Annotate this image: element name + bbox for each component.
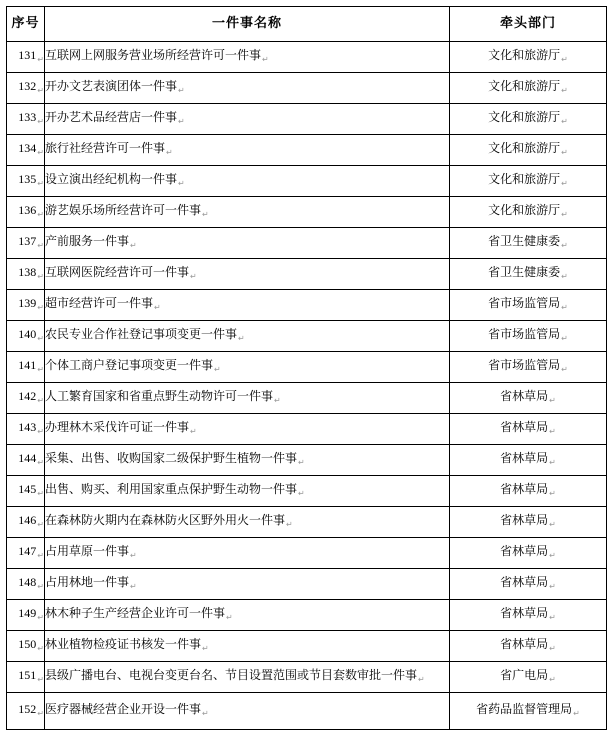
paragraph-mark-icon: ↵ <box>561 271 568 281</box>
table-header-row <box>7 7 607 42</box>
lead-department-cell <box>450 197 607 228</box>
paragraph-mark-icon: ↵ <box>178 85 185 95</box>
lead-department-cell-text: 省市场监管局 <box>488 357 561 372</box>
serial-number-cell-text: 140 <box>18 326 37 341</box>
lead-department-cell <box>450 42 607 73</box>
paragraph-mark-icon: ↵ <box>37 395 44 405</box>
lead-department-cell <box>450 414 607 445</box>
serial-number-cell <box>7 259 45 290</box>
paragraph-mark-icon: ↵ <box>178 116 185 126</box>
table-row <box>7 507 607 538</box>
table-row <box>7 290 607 321</box>
serial-number-cell-text: 131 <box>18 47 37 62</box>
paragraph-mark-icon: ↵ <box>573 708 580 718</box>
serial-number-cell-text: 132 <box>18 78 37 93</box>
paragraph-mark-icon: ↵ <box>37 333 44 343</box>
item-name-cell <box>45 476 450 507</box>
paragraph-mark-icon: ↵ <box>154 302 161 312</box>
serial-number-cell-text: 152 <box>18 701 37 716</box>
paragraph-mark-icon: ↵ <box>226 612 233 622</box>
item-name-cell <box>45 414 450 445</box>
serial-number-cell <box>7 321 45 352</box>
table-row <box>7 600 607 631</box>
serial-number-cell-text: 144 <box>18 450 37 465</box>
lead-department-cell <box>450 507 607 538</box>
lead-department-cell-text: 省市场监管局 <box>488 326 561 341</box>
lead-department-cell-text: 省林草局 <box>500 543 549 558</box>
lead-department-cell-text: 省林草局 <box>500 605 549 620</box>
paragraph-mark-icon: ↵ <box>37 581 44 591</box>
serial-number-cell-text: 143 <box>18 419 37 434</box>
serial-number-cell <box>7 352 45 383</box>
paragraph-mark-icon: ↵ <box>37 54 44 64</box>
paragraph-mark-icon: ↵ <box>202 643 209 653</box>
table-row <box>7 662 607 693</box>
paragraph-mark-icon: ↵ <box>37 116 44 126</box>
serial-number-cell-text: 147 <box>18 543 37 558</box>
item-name-cell <box>45 662 450 693</box>
serial-number-cell <box>7 631 45 662</box>
item-name-cell-text: 占用草原一件事 <box>45 543 130 558</box>
lead-department-cell <box>450 73 607 104</box>
paragraph-mark-icon: ↵ <box>561 54 568 64</box>
paragraph-mark-icon: ↵ <box>37 147 44 157</box>
serial-number-cell <box>7 290 45 321</box>
item-name-cell-text: 农民专业合作社登记事项变更一件事 <box>45 326 238 341</box>
item-name-cell <box>45 569 450 600</box>
serial-number-cell <box>7 445 45 476</box>
lead-department-cell-text: 省林草局 <box>500 388 549 403</box>
lead-department-cell-text: 文化和旅游厅 <box>488 202 561 217</box>
paragraph-mark-icon: ↵ <box>37 85 44 95</box>
lead-department-cell <box>450 383 607 414</box>
item-name-cell <box>45 321 450 352</box>
serial-number-cell-text: 138 <box>18 264 37 279</box>
serial-number-cell <box>7 73 45 104</box>
serial-number-cell-text: 141 <box>18 357 37 372</box>
serial-number-cell <box>7 569 45 600</box>
header-lead-department: 牵头部门 <box>450 7 607 42</box>
serial-number-cell-text: 136 <box>18 202 37 217</box>
paragraph-mark-icon: ↵ <box>37 457 44 467</box>
table-row <box>7 445 607 476</box>
lead-department-cell-text: 省林草局 <box>500 512 549 527</box>
item-name-cell <box>45 445 450 476</box>
lead-department-cell <box>450 445 607 476</box>
lead-department-cell-text: 文化和旅游厅 <box>488 78 561 93</box>
paragraph-mark-icon: ↵ <box>190 426 197 436</box>
item-name-cell-text: 产前服务一件事 <box>45 233 130 248</box>
item-name-cell <box>45 135 450 166</box>
table-row <box>7 569 607 600</box>
serial-number-cell-text: 145 <box>18 481 37 496</box>
serial-number-cell <box>7 166 45 197</box>
item-name-cell <box>45 383 450 414</box>
lead-department-cell <box>450 135 607 166</box>
item-name-cell-text: 县级广播电台、电视台变更台名、节目设置范围或节目套数审批一件事 <box>45 667 418 682</box>
paragraph-mark-icon: ↵ <box>37 178 44 188</box>
table-row <box>7 135 607 166</box>
paragraph-mark-icon: ↵ <box>37 550 44 560</box>
table-row <box>7 197 607 228</box>
serial-number-cell-text: 151 <box>18 667 37 682</box>
lead-department-cell <box>450 476 607 507</box>
serial-number-cell <box>7 42 45 73</box>
item-name-cell <box>45 631 450 662</box>
lead-department-cell <box>450 104 607 135</box>
paragraph-mark-icon: ↵ <box>286 519 293 529</box>
paragraph-mark-icon: ↵ <box>37 209 44 219</box>
paragraph-mark-icon: ↵ <box>190 271 197 281</box>
lead-department-cell <box>450 631 607 662</box>
item-name-cell <box>45 228 450 259</box>
serial-number-cell <box>7 197 45 228</box>
serial-number-cell <box>7 600 45 631</box>
table-row <box>7 104 607 135</box>
serial-number-cell-text: 137 <box>18 233 37 248</box>
paragraph-mark-icon: ↵ <box>238 333 245 343</box>
paragraph-mark-icon: ↵ <box>298 457 305 467</box>
lead-department-cell <box>450 290 607 321</box>
serial-number-cell <box>7 228 45 259</box>
table-row <box>7 73 607 104</box>
item-name-cell <box>45 104 450 135</box>
lead-department-cell-text: 省药品监督管理局 <box>476 701 573 716</box>
serial-number-cell-text: 149 <box>18 605 37 620</box>
paragraph-mark-icon: ↵ <box>274 395 281 405</box>
paragraph-mark-icon: ↵ <box>298 488 305 498</box>
lead-department-cell-text: 省林草局 <box>500 481 549 496</box>
item-name-cell <box>45 259 450 290</box>
lead-department-cell-text: 省卫生健康委 <box>488 264 561 279</box>
item-name-cell <box>45 166 450 197</box>
item-name-cell-text: 林木种子生产经营企业许可一件事 <box>45 605 226 620</box>
item-name-cell-text: 人工繁育国家和省重点野生动物许可一件事 <box>45 388 274 403</box>
paragraph-mark-icon: ↵ <box>549 395 556 405</box>
serial-number-cell-text: 142 <box>18 388 37 403</box>
serial-number-cell-text: 150 <box>18 636 37 651</box>
paragraph-mark-icon: ↵ <box>37 488 44 498</box>
paragraph-mark-icon: ↵ <box>166 147 173 157</box>
paragraph-mark-icon: ↵ <box>549 426 556 436</box>
paragraph-mark-icon: ↵ <box>561 85 568 95</box>
paragraph-mark-icon: ↵ <box>561 240 568 250</box>
table-row <box>7 228 607 259</box>
lead-department-cell <box>450 693 607 730</box>
item-name-cell-text: 超市经营许可一件事 <box>45 295 154 310</box>
lead-department-cell <box>450 321 607 352</box>
serial-number-cell-text: 134 <box>18 140 37 155</box>
lead-department-cell-text: 省广电局 <box>500 667 549 682</box>
lead-department-cell-text: 文化和旅游厅 <box>488 47 561 62</box>
paragraph-mark-icon: ↵ <box>37 674 44 684</box>
item-name-cell <box>45 73 450 104</box>
serial-number-cell <box>7 135 45 166</box>
lead-department-cell-text: 省林草局 <box>500 450 549 465</box>
paragraph-mark-icon: ↵ <box>37 271 44 281</box>
paragraph-mark-icon: ↵ <box>130 240 137 250</box>
serial-number-cell <box>7 476 45 507</box>
paragraph-mark-icon: ↵ <box>549 550 556 560</box>
paragraph-mark-icon: ↵ <box>561 178 568 188</box>
paragraph-mark-icon: ↵ <box>178 178 185 188</box>
paragraph-mark-icon: ↵ <box>37 240 44 250</box>
item-name-cell-text: 开办艺术品经营店一件事 <box>45 109 178 124</box>
paragraph-mark-icon: ↵ <box>561 147 568 157</box>
item-name-cell <box>45 507 450 538</box>
header-serial-number: 序号 <box>7 7 45 42</box>
item-name-cell-text: 采集、出售、收购国家二级保护野生植物一件事 <box>45 450 298 465</box>
item-name-cell-text: 互联网上网服务营业场所经营许可一件事 <box>45 47 262 62</box>
paragraph-mark-icon: ↵ <box>549 674 556 684</box>
table-row <box>7 383 607 414</box>
paragraph-mark-icon: ↵ <box>549 519 556 529</box>
paragraph-mark-icon: ↵ <box>262 54 269 64</box>
serial-number-cell <box>7 507 45 538</box>
paragraph-mark-icon: ↵ <box>561 333 568 343</box>
serial-number-cell-text: 135 <box>18 171 37 186</box>
serial-number-cell <box>7 538 45 569</box>
lead-department-cell-text: 文化和旅游厅 <box>488 171 561 186</box>
item-name-cell-text: 开办文艺表演团体一件事 <box>45 78 178 93</box>
table-row <box>7 693 607 730</box>
paragraph-mark-icon: ↵ <box>561 364 568 374</box>
lead-department-cell <box>450 538 607 569</box>
paragraph-mark-icon: ↵ <box>37 708 44 718</box>
item-name-cell-text: 出售、购买、利用国家重点保护野生动物一件事 <box>45 481 298 496</box>
item-name-cell-text: 设立演出经纪机构一件事 <box>45 171 178 186</box>
paragraph-mark-icon: ↵ <box>549 581 556 591</box>
item-name-cell-text: 占用林地一件事 <box>45 574 130 589</box>
item-name-cell <box>45 693 450 730</box>
lead-department-cell-text: 省卫生健康委 <box>488 233 561 248</box>
serial-number-cell-text: 148 <box>18 574 37 589</box>
serial-number-cell <box>7 662 45 693</box>
paragraph-mark-icon: ↵ <box>561 209 568 219</box>
header-item-name: 一件事名称 <box>45 7 450 42</box>
item-name-cell-text: 旅行社经营许可一件事 <box>45 140 166 155</box>
paragraph-mark-icon: ↵ <box>214 364 221 374</box>
serial-number-cell <box>7 693 45 730</box>
lead-department-cell-text: 省林草局 <box>500 636 549 651</box>
paragraph-mark-icon: ↵ <box>202 708 209 718</box>
item-name-cell <box>45 538 450 569</box>
paragraph-mark-icon: ↵ <box>37 612 44 622</box>
paragraph-mark-icon: ↵ <box>130 581 137 591</box>
items-table <box>6 6 607 730</box>
item-name-cell <box>45 352 450 383</box>
table-row <box>7 631 607 662</box>
item-name-cell-text: 互联网医院经营许可一件事 <box>45 264 190 279</box>
paragraph-mark-icon: ↵ <box>549 457 556 467</box>
table-row <box>7 414 607 445</box>
item-name-cell-text: 办理林木采伐许可证一件事 <box>45 419 190 434</box>
paragraph-mark-icon: ↵ <box>37 302 44 312</box>
item-name-cell <box>45 600 450 631</box>
lead-department-cell <box>450 600 607 631</box>
lead-department-cell <box>450 662 607 693</box>
lead-department-cell-text: 文化和旅游厅 <box>488 109 561 124</box>
paragraph-mark-icon: ↵ <box>561 116 568 126</box>
lead-department-cell <box>450 228 607 259</box>
paragraph-mark-icon: ↵ <box>37 426 44 436</box>
paragraph-mark-icon: ↵ <box>418 674 425 684</box>
paragraph-mark-icon: ↵ <box>37 643 44 653</box>
paragraph-mark-icon: ↵ <box>130 550 137 560</box>
item-name-cell-text: 个体工商户登记事项变更一件事 <box>45 357 214 372</box>
table-body <box>7 42 607 730</box>
paragraph-mark-icon: ↵ <box>561 302 568 312</box>
item-name-cell <box>45 42 450 73</box>
item-name-cell-text: 林业植物检疫证书核发一件事 <box>45 636 202 651</box>
paragraph-mark-icon: ↵ <box>202 209 209 219</box>
paragraph-mark-icon: ↵ <box>549 612 556 622</box>
lead-department-cell <box>450 352 607 383</box>
table-row <box>7 42 607 73</box>
lead-department-cell <box>450 569 607 600</box>
paragraph-mark-icon: ↵ <box>549 643 556 653</box>
lead-department-cell-text: 省林草局 <box>500 574 549 589</box>
lead-department-cell-text: 文化和旅游厅 <box>488 140 561 155</box>
serial-number-cell <box>7 104 45 135</box>
item-name-cell <box>45 197 450 228</box>
serial-number-cell-text: 133 <box>18 109 37 124</box>
table-row <box>7 476 607 507</box>
lead-department-cell-text: 省林草局 <box>500 419 549 434</box>
serial-number-cell <box>7 383 45 414</box>
paragraph-mark-icon: ↵ <box>37 364 44 374</box>
serial-number-cell-text: 139 <box>18 295 37 310</box>
item-name-cell-text: 在森林防火期内在森林防火区野外用火一件事 <box>45 512 286 527</box>
table-row <box>7 321 607 352</box>
serial-number-cell-text: 146 <box>18 512 37 527</box>
paragraph-mark-icon: ↵ <box>37 519 44 529</box>
item-name-cell <box>45 290 450 321</box>
lead-department-cell <box>450 259 607 290</box>
lead-department-cell <box>450 166 607 197</box>
paragraph-mark-icon: ↵ <box>549 488 556 498</box>
table-row <box>7 352 607 383</box>
table-row <box>7 538 607 569</box>
table-row <box>7 166 607 197</box>
item-name-cell-text: 医疗器械经营企业开设一件事 <box>45 701 202 716</box>
table-row <box>7 259 607 290</box>
item-name-cell-text: 游艺娱乐场所经营许可一件事 <box>45 202 202 217</box>
lead-department-cell-text: 省市场监管局 <box>488 295 561 310</box>
serial-number-cell <box>7 414 45 445</box>
